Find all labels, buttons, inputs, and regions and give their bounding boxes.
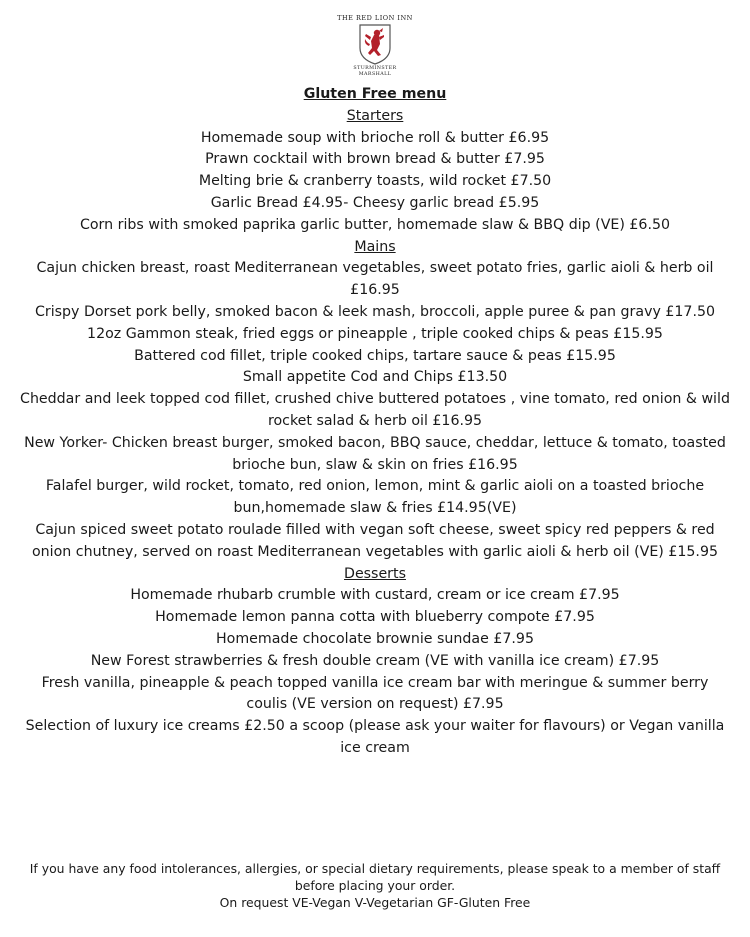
- logo-place-line2: MARSHALL: [358, 72, 392, 77]
- footer: [14, 860, 736, 911]
- menu-item: Battered cod fillet, triple cooked chips, tartare sauce & peas £15.95: [134, 347, 616, 364]
- dietary-key: On request VE-Vegan V-Vegetarian GF-Gluten Free: [219, 895, 531, 910]
- menu-item: Homemade chocolate brownie sundae £7.95: [216, 630, 534, 647]
- menu-item: Small appetite Cod and Chips £13.50: [242, 369, 508, 386]
- menu-item: Fresh vanilla, pineapple & peach topped vanilla ice cream bar with meringue & summer berry coulis (VE version on request) £7.95: [41, 674, 709, 713]
- menu-item: Cajun spiced sweet potato roulade filled with vegan soft cheese, sweet spicy red peppers & red onion chutney, served on roast Mediterranean vegetables with garlic aioli & herb oil (VE) £15.95: [32, 521, 718, 560]
- menu-item: Melting brie & cranberry toasts, wild rocket £7.50: [198, 173, 552, 190]
- allergy-note: If you have any food intolerances, allergies, or special dietary requirements, please speak to a member of staff before placing your order.: [29, 861, 721, 893]
- menu-item: Homemade lemon panna cotta with blueberry compote £7.95: [155, 609, 595, 626]
- section-heading-starters: Starters: [346, 107, 404, 124]
- lion-crest-icon: [357, 22, 393, 66]
- menu-title: Gluten Free menu: [303, 86, 447, 102]
- menu-item: Homemade rhubarb crumble with custard, cream or ice cream £7.95: [130, 587, 620, 604]
- menu-item: Corn ribs with smoked paprika garlic butter, homemade slaw & BBQ dip (VE) £6.50: [79, 216, 671, 233]
- menu-item: Cheddar and leek topped cod fillet, crushed chive buttered potatoes , vine tomato, red onion & wild rocket salad & herb oil £16.95: [20, 391, 730, 429]
- section-heading-mains: Mains: [354, 238, 396, 255]
- menu-item: Garlic Bread £4.95- Cheesy garlic bread £5.95: [210, 194, 540, 211]
- section-heading-desserts: Desserts: [344, 565, 406, 582]
- logo-place-line1: STURMINSTER: [353, 66, 397, 71]
- menu-item: Homemade soup with brioche roll & butter £6.95: [200, 129, 550, 146]
- menu-item: Cajun chicken breast, roast Mediterranean vegetables, sweet potato fries, garlic aioli & herb oil £16.95: [36, 260, 714, 299]
- logo-name: THE RED LION INN: [337, 14, 413, 22]
- menu-item: Prawn cocktail with brown bread & butter £7.95: [205, 151, 545, 168]
- menu-item: 12oz Gammon steak, fried eggs or pineapple , triple cooked chips & peas £15.95: [87, 325, 663, 342]
- menu-item: New Forest strawberries & fresh double cream (VE with vanilla ice cream) £7.95: [90, 652, 660, 669]
- menu-item: Falafel burger, wild rocket, tomato, red onion, lemon, mint & garlic aioli on a toasted brioche bun,homemade slaw & fries £14.95(VE): [45, 478, 705, 517]
- menu-item: Crispy Dorset pork belly, smoked bacon & leek mash, broccoli, apple puree & pan gravy £17.50: [34, 303, 716, 320]
- menu-item: New Yorker- Chicken breast burger, smoked bacon, BBQ sauce, cheddar, lettuce & tomato, toasted brioche bun, slaw & skin on fries £16.95: [24, 434, 726, 473]
- logo: [0, 14, 750, 78]
- menu-item: Selection of luxury ice creams £2.50 a scoop (please ask your waiter for flavours) or Vegan vanilla ice cream: [25, 718, 725, 756]
- menu: [20, 84, 730, 760]
